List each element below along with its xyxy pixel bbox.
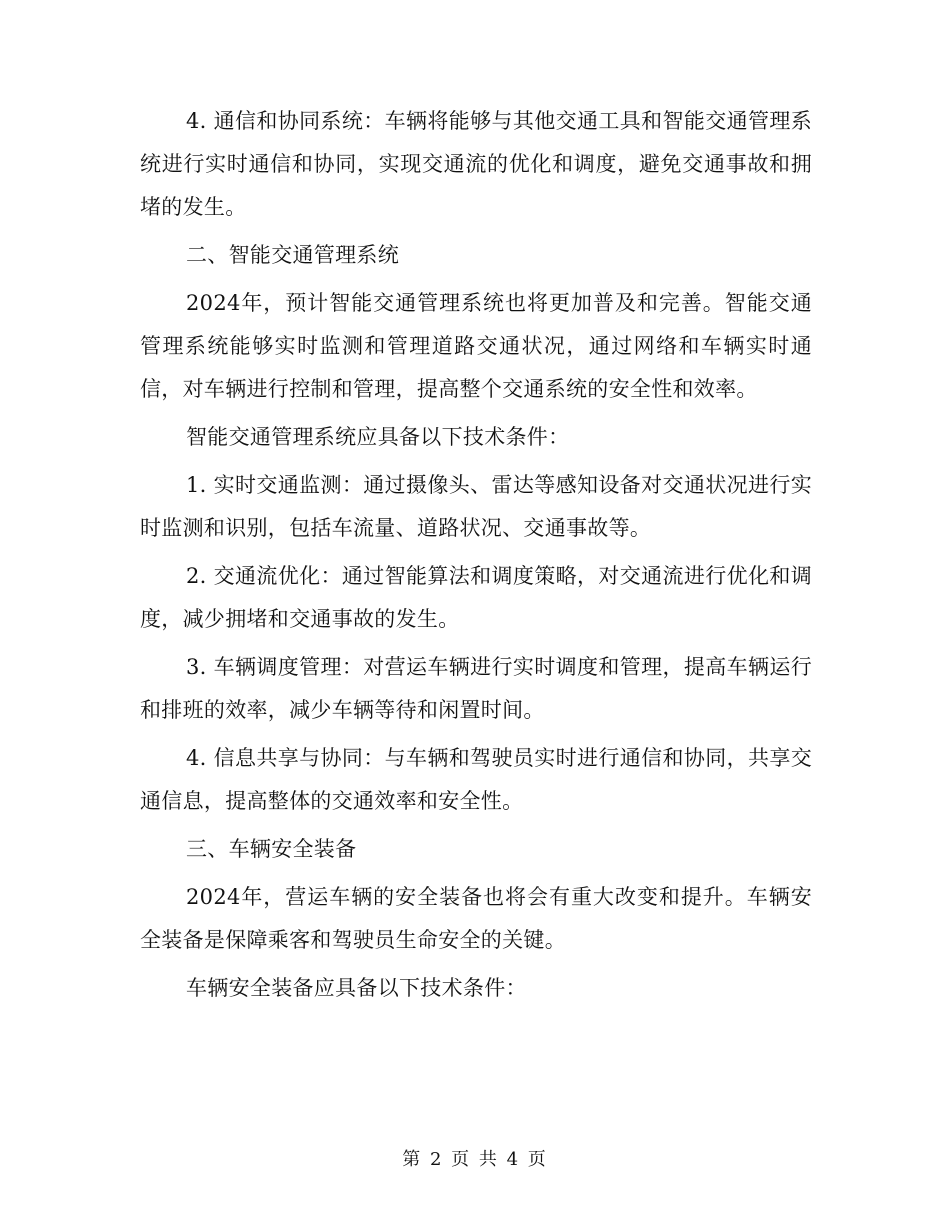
- paragraph-safety-equipment-requirements: 车辆安全装备应具备以下技术条件：: [186, 976, 527, 1000]
- paragraph-comm-system: 4. 通信和协同系统：车辆将能够与其他交通工具和智能交通管理系统进行实时通信和协同，实现交通流的优化和调度，避免交通事故和拥堵的发生。: [140, 109, 812, 219]
- list-item-flow-optimization: 2. 交通流优化：通过智能算法和调度策略，对交通流进行优化和调度，减少拥堵和交通事故的发生。: [140, 564, 812, 631]
- paragraph-traffic-management-intro: 2024年，预计智能交通管理系统也将更加普及和完善。智能交通管理系统能够实时监测和管理道路交通状况，通过网络和车辆实时通信，对车辆进行控制和管理，提高整个交通系统的安全性和效率。: [140, 291, 812, 401]
- list-item-info-sharing: 4. 信息共享与协同：与车辆和驾驶员实时进行通信和协同，共享交通信息，提高整体的交通效率和安全性。: [140, 746, 812, 813]
- document-body: [140, 100, 812, 1010]
- section-heading-safety-equipment: 三、车辆安全装备: [186, 837, 357, 861]
- list-item-dispatch-management: 3. 车辆调度管理：对营运车辆进行实时调度和管理，提高车辆运行和排班的效率，减少车辆等待和闲置时间。: [140, 655, 812, 722]
- paragraph-safety-equipment-intro: 2024年，营运车辆的安全装备也将会有重大改变和提升。车辆安全装备是保障乘客和驾驶员生命安全的关键。: [140, 885, 812, 952]
- page-footer: 第 2 页 共 4 页: [402, 1149, 548, 1170]
- paragraph-traffic-management-requirements: 智能交通管理系统应具备以下技术条件：: [186, 425, 570, 449]
- list-item-realtime-monitoring: 1. 实时交通监测：通过摄像头、雷达等感知设备对交通状况进行实时监测和识别，包括车流量、道路状况、交通事故等。: [140, 473, 812, 540]
- section-heading-traffic-management: 二、智能交通管理系统: [186, 243, 399, 267]
